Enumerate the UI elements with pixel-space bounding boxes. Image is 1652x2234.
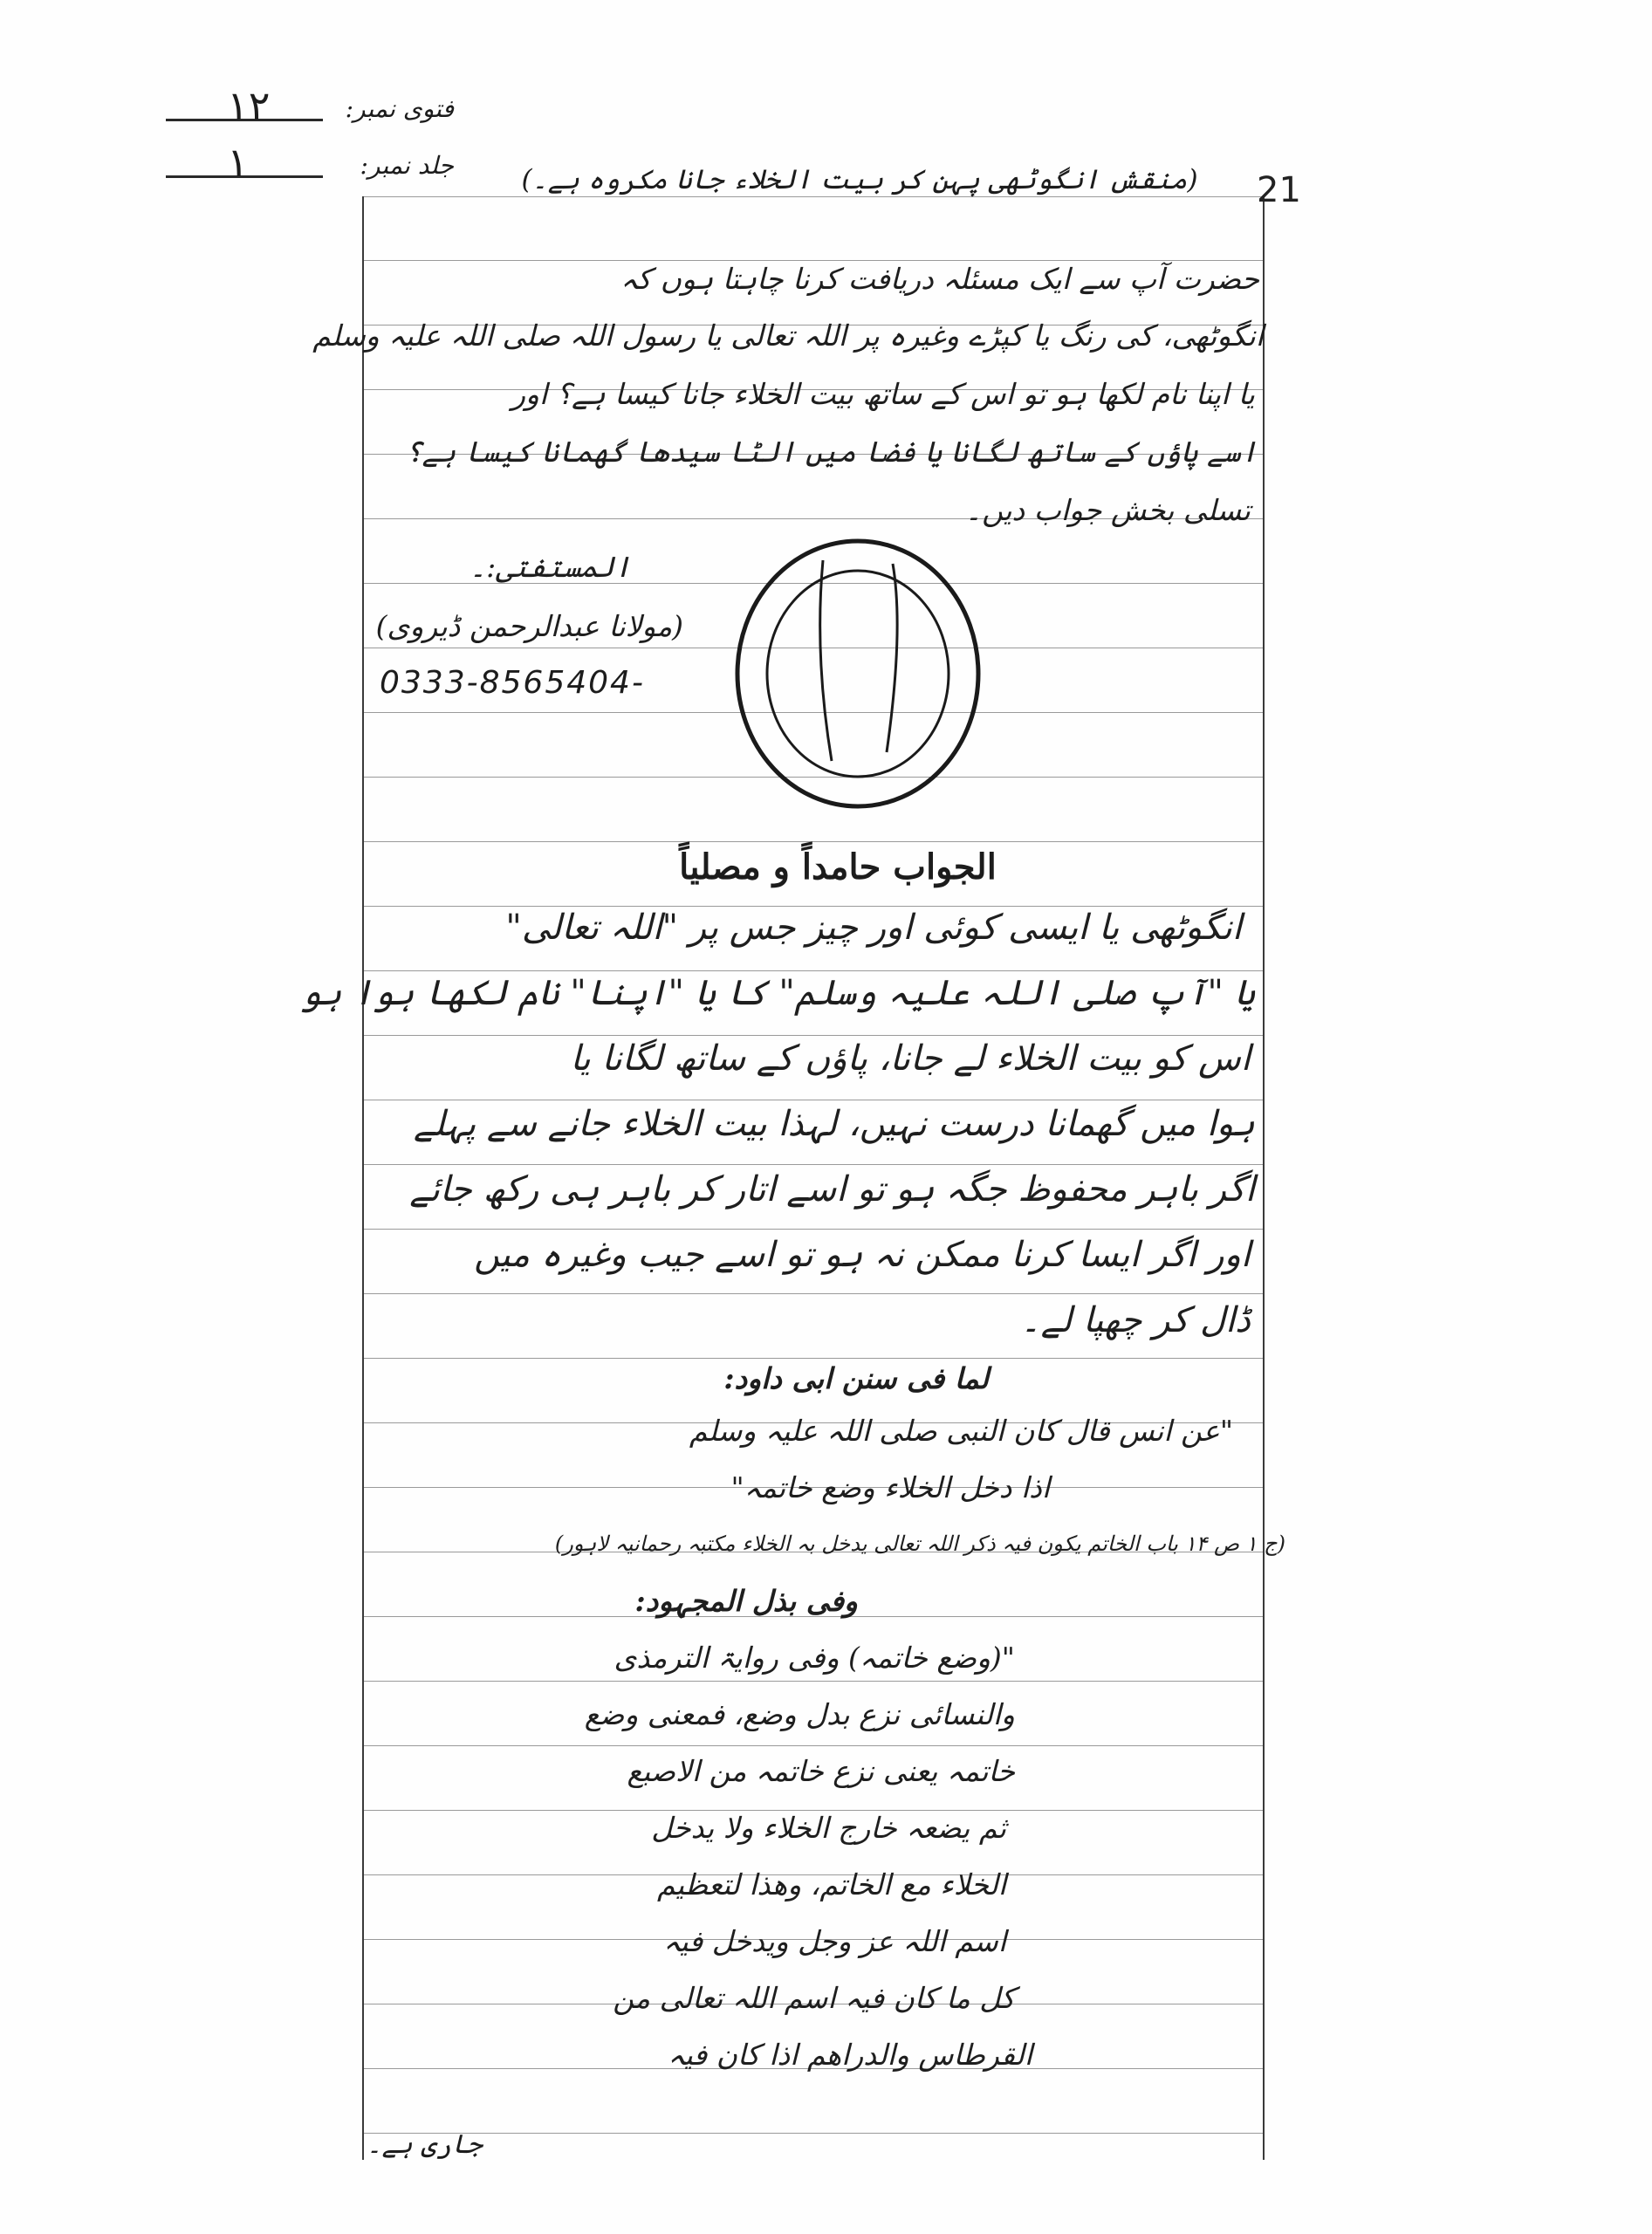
badhl-text-line: ثم یضعہ خارج الخلاء ولا یدخل	[651, 1811, 1006, 1845]
page-title: (منقش انگوٹھی پہن کر بیت الخلاء جانا مکروہ ہے۔)	[521, 164, 1198, 195]
answer-line: اس کو بیت الخلاء لے جانا، پاؤں کے ساتھ لگانا یا	[570, 1038, 1251, 1079]
fatwa-number-row	[157, 82, 454, 131]
page-number: 21	[1257, 170, 1301, 210]
question-line: تسلی بخش جواب دیں۔	[964, 493, 1251, 527]
dar-ul-ifta-seal	[731, 534, 984, 813]
badhl-intro: وفی بذل المجہود:	[634, 1584, 858, 1618]
asker-label: المستفتی:۔	[469, 550, 631, 584]
question-line: اسے پاؤں کے ساتھ لگانا یا فضا میں الٹا سیدھا گھمانا کیسا ہے؟	[405, 435, 1258, 469]
answer-line: یا "آپ صلی اللہ علیہ وسلم" کا یا "اپنا" نام لکھا ہوا ہو	[300, 973, 1255, 1013]
answer-line: اگر باہر محفوظ جگہ ہو تو اسے اتار کر باہر ہی رکھ جائے	[409, 1169, 1255, 1210]
badhl-text-line: کل ما کان فیہ اسم اللہ تعالی من	[613, 1981, 1015, 2015]
abu-dawud-text-line: اذا دخل الخلاء وضع خاتمہ"	[730, 1470, 1050, 1504]
fatwa-number-label: فتوی نمبر:	[345, 94, 454, 123]
abu-dawud-citation: (ج ۱ ص ۱۴ باب الخاتم یکون فیہ ذکر اللہ تعالی یدخل بہ الخلاء مکتبہ رحمانیہ لاہور)	[554, 1532, 1285, 1556]
badhl-text-line: خاتمہ یعنی نزع خاتمہ من الاصبع	[627, 1754, 1015, 1788]
question-line: انگوٹھی، کی رنگ یا کپڑے وغیرہ پر اللہ تعالی یا رسول اللہ صلی اللہ علیہ وسلم	[312, 319, 1264, 353]
left-margin-line	[362, 196, 364, 2160]
badhl-text-line: "(وضع خاتمہ) وفی روایۃ الترمذی	[614, 1641, 1015, 1675]
badhl-text-line: القرطاس والدراھم اذا کان فیہ	[668, 2038, 1032, 2072]
abu-dawud-intro: لما فی سنن ابی داود:	[723, 1361, 989, 1395]
answer-heading: الجواب حامداً و مصلیاً	[679, 846, 997, 887]
badhl-text-line: الخلاء مع الخاتم، وھذا لتعظیم	[656, 1867, 1006, 1902]
asker-name: (مولانا عبدالرحمن ڈیروی)	[375, 609, 683, 643]
fatwa-number-value: ۱۲	[227, 82, 271, 129]
volume-number-label: جلد نمبر:	[360, 151, 454, 180]
asker-phone: 0333-8565404-	[380, 665, 645, 701]
continued-note: جاری ہے۔	[367, 2129, 483, 2160]
abu-dawud-text-line: "عن انس قال کان النبی صلی اللہ علیہ وسلم	[689, 1414, 1233, 1448]
answer-line: ہوا میں گھمانا درست نہیں، لہذا بیت الخلاء جانے سے پہلے	[413, 1104, 1255, 1144]
answer-line: انگوٹھی یا ایسی کوئی اور چیز جس پر "اللہ تعالی"	[505, 908, 1242, 948]
answer-line: ڈال کر چھپا لے۔	[1020, 1300, 1251, 1340]
question-line: حضرت آپ سے ایک مسئلہ دریافت کرنا چاہتا ہوں کہ	[620, 262, 1259, 296]
badhl-text-line: والنسائی نزع بدل وضع، فمعنی وضع	[584, 1697, 1015, 1731]
badhl-text-line: اسم اللہ عز وجل ویدخل فیہ	[663, 1924, 1006, 1958]
question-line: یا اپنا نام لکھا ہو تو اس کے ساتھ بیت الخلاء جانا کیسا ہے؟ اور	[511, 377, 1255, 411]
volume-number-value: ۱	[227, 139, 249, 186]
answer-line: اور اگر ایسا کرنا ممکن نہ ہو تو اسے جیب وغیرہ میں	[474, 1235, 1251, 1275]
volume-number-row	[157, 139, 454, 188]
right-margin-line	[1263, 196, 1265, 2160]
